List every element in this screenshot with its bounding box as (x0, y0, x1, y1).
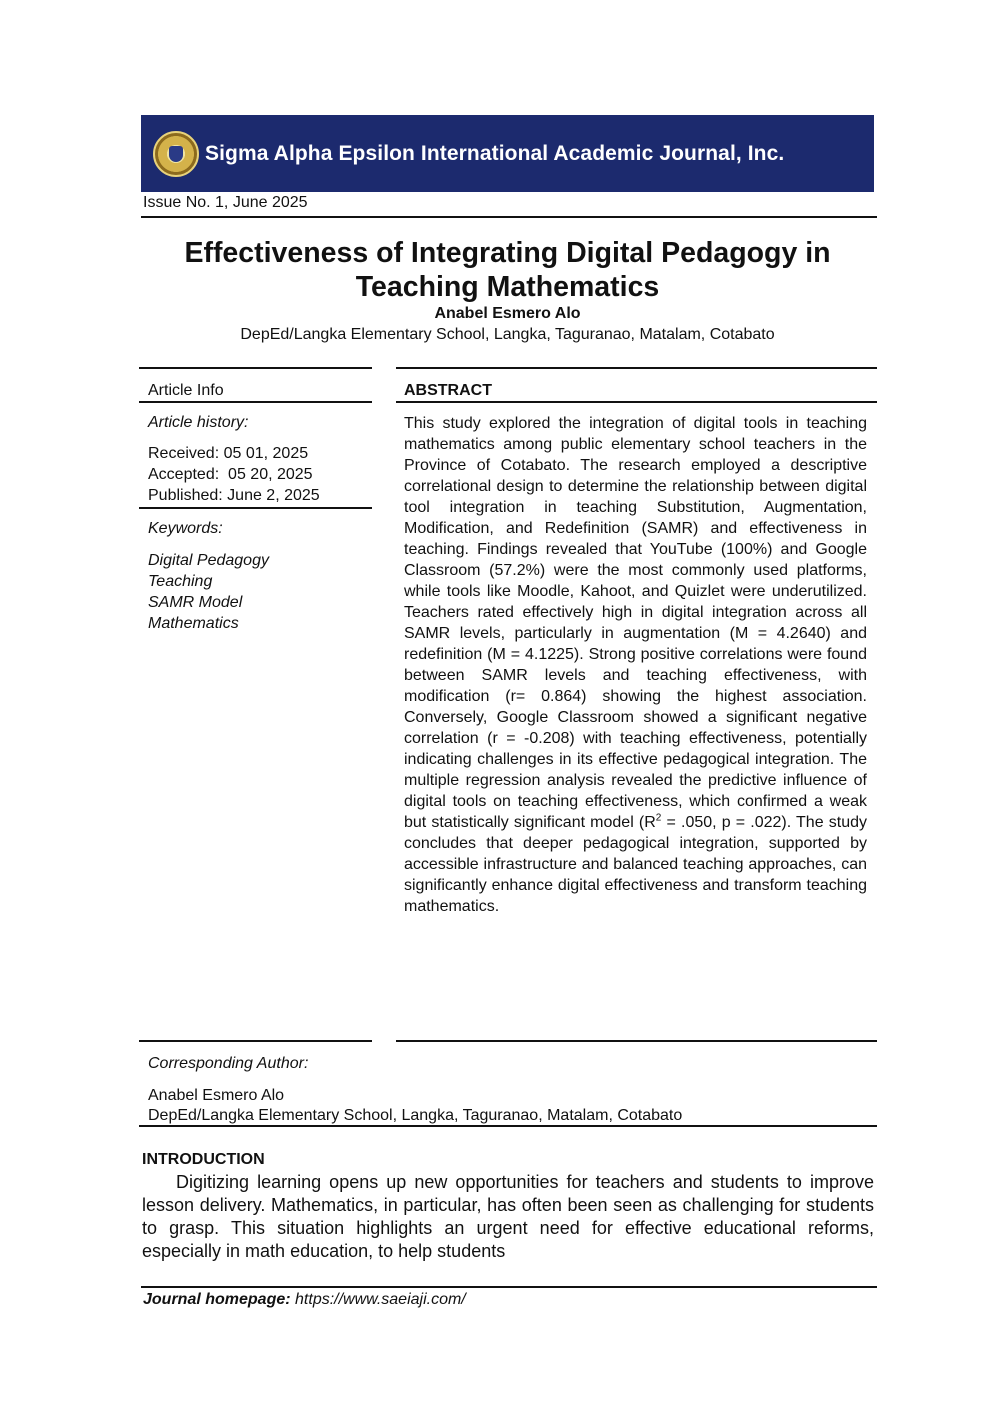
journal-homepage-label: Journal homepage: (143, 1291, 291, 1308)
abstract-text-part2: = .050, p = .022). The study concludes that deeper pedagogical integration, supported by accessible infrastructure and balanced teaching approaches, can significantly enhance digital effectiveness and transform teaching mathematics. (404, 814, 867, 915)
received-date: Received: 05 01, 2025 (148, 445, 309, 462)
abstract-bottom-rule (396, 1040, 877, 1042)
accepted-date: Accepted: 05 20, 2025 (148, 466, 313, 483)
paper-affiliation: DepEd/Langka Elementary School, Langka, Taguranao, Matalam, Cotabato (240, 326, 775, 343)
article-history-label: Article history: (148, 414, 249, 431)
keyword-item: SAMR Model (148, 594, 243, 611)
journal-homepage-link[interactable]: https://www.saeiaji.com/ (290, 1291, 466, 1308)
corresponding-author-affiliation: DepEd/Langka Elementary School, Langka, Taguranao, Matalam, Cotabato (148, 1107, 683, 1124)
history-rule (139, 507, 372, 509)
published-date: Published: June 2, 2025 (148, 487, 320, 504)
issue-info: Issue No. 1, June 2025 (143, 194, 308, 211)
corresponding-author-rule (139, 1125, 877, 1127)
paper-title-line2: Teaching Mathematics (355, 271, 660, 303)
keyword-item: Digital Pedagogy (148, 552, 269, 569)
article-info-top-rule (139, 367, 372, 369)
keywords-label: Keywords: (148, 520, 223, 537)
paper-title-line1: Effectiveness of Integrating Digital Pedagogy in (184, 237, 831, 269)
abstract-top-rule (396, 367, 877, 369)
journal-homepage (143, 1291, 466, 1309)
journal-banner (141, 115, 874, 192)
paper-author: Anabel Esmero Alo (434, 305, 581, 322)
r-squared-superscript: 2 (655, 812, 662, 824)
corresponding-author-name: Anabel Esmero Alo (148, 1087, 285, 1104)
article-info-heading: Article Info (148, 382, 224, 399)
abstract-text (404, 413, 867, 917)
journal-name: Sigma Alpha Epsilon International Academic Journal, Inc. (205, 141, 785, 165)
paper-title (141, 236, 874, 304)
abstract-heading-rule (396, 401, 877, 403)
keyword-item: Mathematics (148, 615, 239, 632)
journal-seal-icon (153, 131, 199, 177)
keyword-item: Teaching (148, 573, 213, 590)
article-info-bottom-rule (139, 1040, 372, 1042)
introduction-text: Digitizing learning opens up new opportunities for teachers and students to improve lesson delivery. Mathematics, in particular, has often been seen as challenging for students to grasp. This situation highlights an urgent need for effective educational reforms, especially in math education, to help students (142, 1172, 874, 1261)
footer-rule (141, 1286, 877, 1288)
abstract-text-part1: This study explored the integration of digital tools in teaching mathematics among public elementary school teachers in the Province of Cotabato. The research employed a descriptive correlational design to determine the relationship between digital tool integration in teaching Substitution, Augmentation, Modification, and Redefinition (SAMR) and effectiveness in teaching. Findings revealed that YouTube (100%) and Google Classroom (57.2%) were the most commonly used platforms, while tools like Moodle, Kahoot, and Quizlet were underutilized. Teachers rated effectively high in digital integration across all SAMR levels, particularly in augmentation (M = 4.2640) and redefinition (M = 4.1225). Strong positive correlations were found between SAMR levels and teaching effectiveness, with modification (r= 0.864) showing the highest association. Conversely, Google Classroom showed a significant negative correlation (r = -0.208) with teaching effectiveness, potentially indicating challenges in its effective pedagogical integration. The multiple regression analysis revealed the predictive influence of digital tools on teaching effectiveness, which confirmed a weak but statistically significant model (R (404, 415, 867, 831)
article-info-heading-rule (139, 401, 372, 403)
corresponding-author-label: Corresponding Author: (148, 1055, 309, 1072)
introduction-heading: INTRODUCTION (142, 1151, 265, 1168)
header-divider (141, 216, 877, 218)
abstract-heading: ABSTRACT (404, 382, 492, 399)
